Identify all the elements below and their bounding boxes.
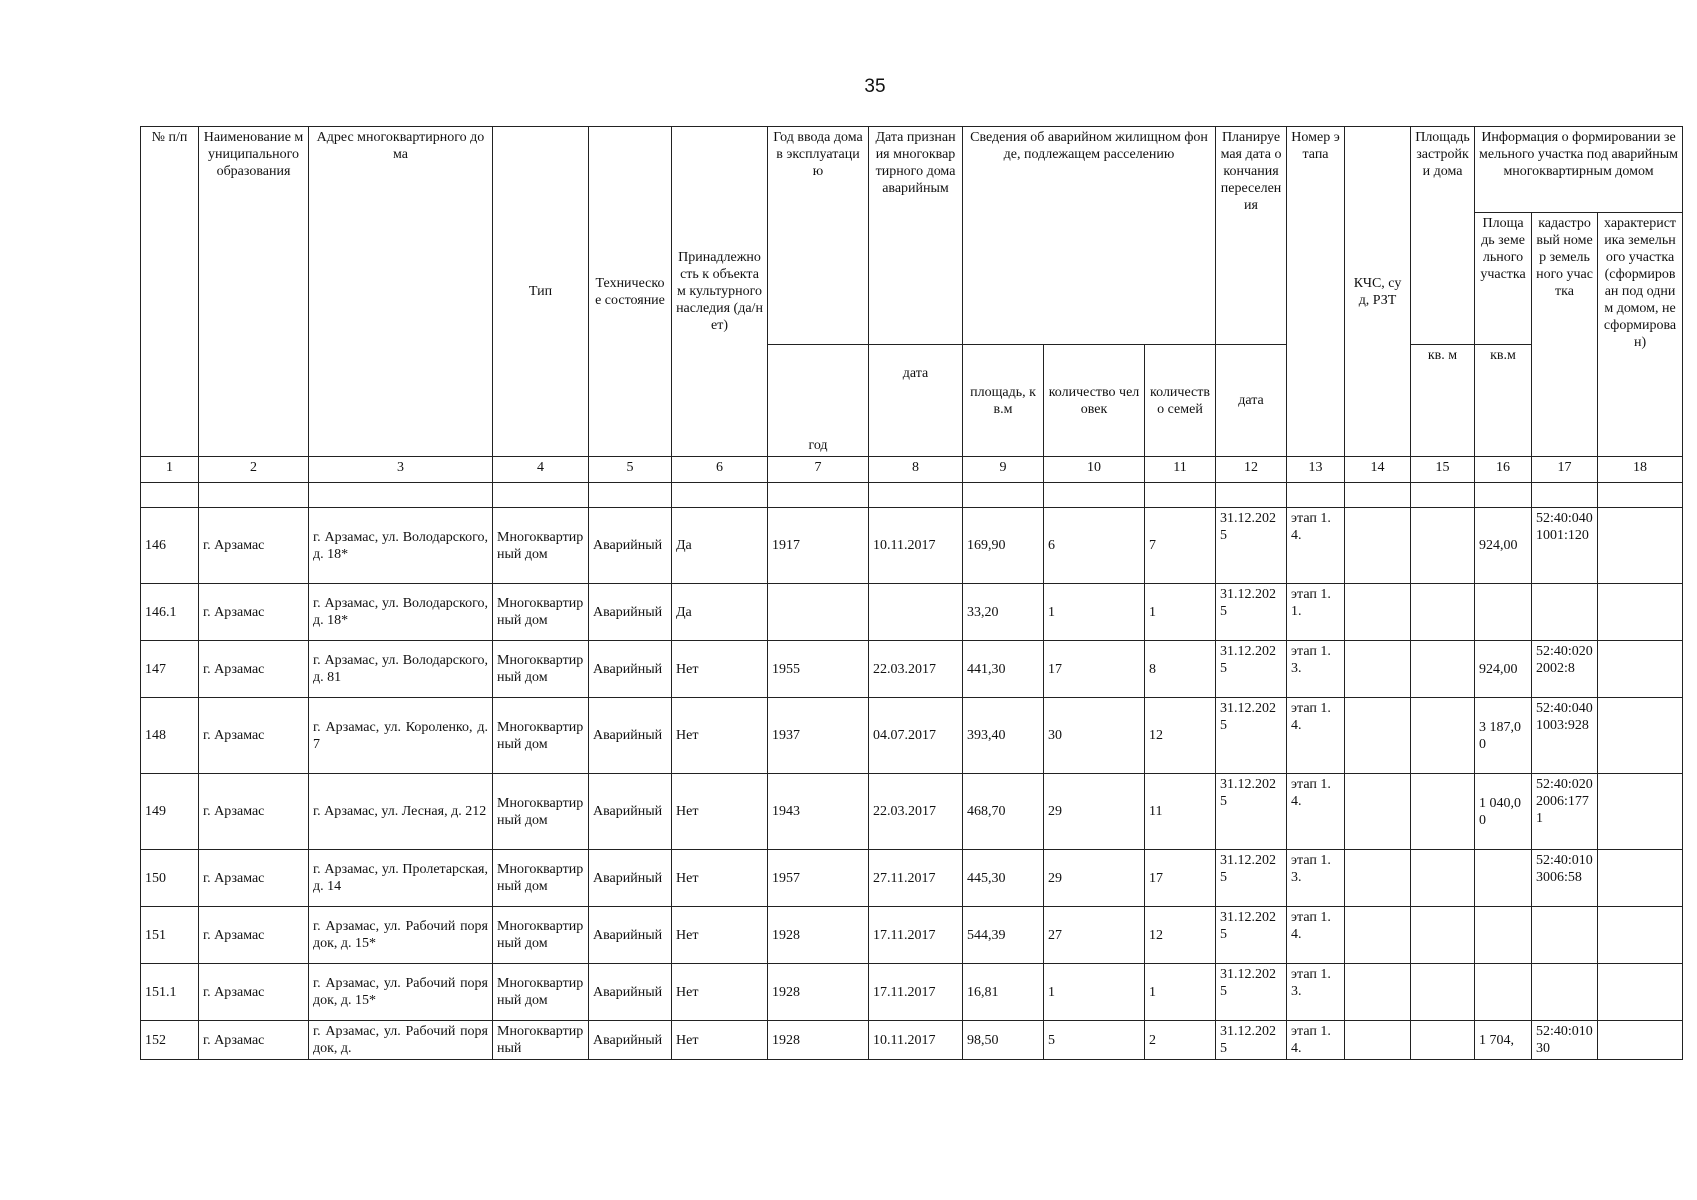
row-house-type: Многоквартирный дом — [493, 584, 589, 641]
row-build-area — [1411, 584, 1475, 641]
row-land-area: 3 187,00 — [1475, 698, 1532, 774]
header-num: № п/п — [141, 127, 199, 457]
table-row — [141, 1021, 1683, 1060]
row-number: 147 — [141, 641, 199, 698]
row-recognition-date: 10.11.2017 — [869, 1021, 963, 1060]
row-plan-date: 31.12.2025 — [1216, 964, 1287, 1021]
row-number: 146.1 — [141, 584, 199, 641]
row-build-area — [1411, 964, 1475, 1021]
row-land-char — [1598, 641, 1683, 698]
row-build-area — [1411, 774, 1475, 850]
row-stage: этап 1.1. — [1287, 584, 1345, 641]
row-families: 7 — [1145, 508, 1216, 584]
row-house-type: Многоквартирный дом — [493, 850, 589, 907]
row-recognition-date: 04.07.2017 — [869, 698, 963, 774]
row-land-char — [1598, 850, 1683, 907]
row-families: 8 — [1145, 641, 1216, 698]
header-land-info: Информация о формировании земельного участка под аварийным многоквартирным домом — [1475, 127, 1683, 213]
row-area: 445,30 — [963, 850, 1044, 907]
row-number: 148 — [141, 698, 199, 774]
row-people: 27 — [1044, 907, 1145, 964]
row-people: 1 — [1044, 964, 1145, 1021]
row-house-type: Многоквартирный дом — [493, 698, 589, 774]
header-emergency-stock: Сведения об аварийном жилищном фонде, подлежащем расселению — [963, 127, 1216, 345]
row-address: г. Арзамас, ул. Рабочий порядок, д. — [309, 1021, 493, 1060]
column-number: 15 — [1411, 457, 1475, 483]
row-number: 149 — [141, 774, 199, 850]
row-year: 1955 — [768, 641, 869, 698]
row-land-area: 924,00 — [1475, 508, 1532, 584]
row-land-char — [1598, 1021, 1683, 1060]
row-tech-state: Аварийный — [589, 964, 672, 1021]
row-address: г. Арзамас, ул. Рабочий порядок, д. 15* — [309, 907, 493, 964]
row-families: 11 — [1145, 774, 1216, 850]
table-row — [141, 698, 1683, 774]
row-recognition-date: 17.11.2017 — [869, 907, 963, 964]
table-row — [141, 584, 1683, 641]
row-house-type: Многоквартирный дом — [493, 641, 589, 698]
column-number: 1 — [141, 457, 199, 483]
column-number: 18 — [1598, 457, 1683, 483]
header-year: Год ввода дома в эксплуатацию — [768, 127, 869, 345]
subheader-land-area-unit: кв.м — [1475, 345, 1532, 457]
column-number: 9 — [963, 457, 1044, 483]
row-stage: этап 1.4. — [1287, 698, 1345, 774]
row-tech-state: Аварийный — [589, 584, 672, 641]
row-families: 12 — [1145, 698, 1216, 774]
row-people: 29 — [1044, 850, 1145, 907]
row-stage: этап 1.3. — [1287, 964, 1345, 1021]
column-number: 16 — [1475, 457, 1532, 483]
header-recognition-date: Дата признания многоквартирного дома аварийным — [869, 127, 963, 345]
row-cadastre: 52:40:0401003:928 — [1532, 698, 1598, 774]
row-heritage: Нет — [672, 698, 768, 774]
row-land-char — [1598, 584, 1683, 641]
row-address: г. Арзамас, ул. Рабочий порядок, д. 15* — [309, 964, 493, 1021]
row-plan-date: 31.12.2025 — [1216, 907, 1287, 964]
header-land-area: Площадь земельного участка — [1475, 213, 1532, 345]
row-heritage: Нет — [672, 964, 768, 1021]
row-tech-state: Аварийный — [589, 1021, 672, 1060]
subheader-people: количество человек — [1044, 345, 1145, 457]
row-tech-state: Аварийный — [589, 774, 672, 850]
row-address: г. Арзамас, ул. Володарского, д. 81 — [309, 641, 493, 698]
column-number: 11 — [1145, 457, 1216, 483]
row-house-type: Многоквартирный дом — [493, 907, 589, 964]
row-area: 16,81 — [963, 964, 1044, 1021]
row-kchs — [1345, 1021, 1411, 1060]
row-heritage: Да — [672, 584, 768, 641]
row-kchs — [1345, 964, 1411, 1021]
row-heritage: Нет — [672, 641, 768, 698]
row-tech-state: Аварийный — [589, 698, 672, 774]
row-year: 1928 — [768, 1021, 869, 1060]
row-area: 468,70 — [963, 774, 1044, 850]
subheader-families: количество семей — [1145, 345, 1216, 457]
row-build-area — [1411, 907, 1475, 964]
subheader-date: дата — [869, 345, 963, 457]
row-kchs — [1345, 907, 1411, 964]
column-number: 3 — [309, 457, 493, 483]
column-number: 14 — [1345, 457, 1411, 483]
row-families: 1 — [1145, 964, 1216, 1021]
row-kchs — [1345, 641, 1411, 698]
row-tech-state: Аварийный — [589, 850, 672, 907]
row-families: 17 — [1145, 850, 1216, 907]
header-type: Тип — [493, 127, 589, 457]
row-municipality: г. Арзамас — [199, 641, 309, 698]
row-land-char — [1598, 774, 1683, 850]
row-address: г. Арзамас, ул. Пролетарская, д. 14 — [309, 850, 493, 907]
row-recognition-date: 22.03.2017 — [869, 774, 963, 850]
subheader-area: площадь, кв.м — [963, 345, 1044, 457]
row-house-type: Многоквартирный дом — [493, 774, 589, 850]
row-number: 151.1 — [141, 964, 199, 1021]
row-heritage: Нет — [672, 1021, 768, 1060]
row-stage: этап 1.4. — [1287, 508, 1345, 584]
row-build-area — [1411, 508, 1475, 584]
header-cadastre: кадастровый номер земельного участка — [1532, 213, 1598, 457]
subheader-year: год — [768, 345, 869, 457]
row-people: 5 — [1044, 1021, 1145, 1060]
header-kchs: КЧС, суд, РЗТ — [1345, 127, 1411, 457]
housing-register-table — [140, 126, 1683, 1060]
row-plan-date: 31.12.2025 — [1216, 698, 1287, 774]
row-area: 544,39 — [963, 907, 1044, 964]
column-number: 10 — [1044, 457, 1145, 483]
row-house-type: Многоквартирный дом — [493, 964, 589, 1021]
row-plan-date: 31.12.2025 — [1216, 508, 1287, 584]
row-stage: этап 1.4. — [1287, 1021, 1345, 1060]
row-year: 1928 — [768, 964, 869, 1021]
column-number: 6 — [672, 457, 768, 483]
row-people: 6 — [1044, 508, 1145, 584]
row-number: 150 — [141, 850, 199, 907]
row-number: 152 — [141, 1021, 199, 1060]
row-address: г. Арзамас, ул. Володарского, д. 18* — [309, 508, 493, 584]
row-land-char — [1598, 907, 1683, 964]
row-number: 146 — [141, 508, 199, 584]
column-number: 13 — [1287, 457, 1345, 483]
row-cadastre: 52:40:0103006:58 — [1532, 850, 1598, 907]
row-kchs — [1345, 584, 1411, 641]
row-municipality: г. Арзамас — [199, 774, 309, 850]
row-people: 1 — [1044, 584, 1145, 641]
row-area: 33,20 — [963, 584, 1044, 641]
row-tech-state: Аварийный — [589, 508, 672, 584]
row-land-area: 924,00 — [1475, 641, 1532, 698]
row-year: 1957 — [768, 850, 869, 907]
row-recognition-date: 10.11.2017 — [869, 508, 963, 584]
header-address: Адрес многоквартирного дома — [309, 127, 493, 457]
row-people: 29 — [1044, 774, 1145, 850]
column-number: 2 — [199, 457, 309, 483]
subheader-build-area-unit: кв. м — [1411, 345, 1475, 457]
row-stage: этап 1.3. — [1287, 641, 1345, 698]
row-people: 30 — [1044, 698, 1145, 774]
row-heritage: Нет — [672, 850, 768, 907]
row-year: 1928 — [768, 907, 869, 964]
row-kchs — [1345, 774, 1411, 850]
row-plan-date: 31.12.2025 — [1216, 584, 1287, 641]
column-number: 8 — [869, 457, 963, 483]
row-recognition-date: 17.11.2017 — [869, 964, 963, 1021]
row-families: 1 — [1145, 584, 1216, 641]
row-number: 151 — [141, 907, 199, 964]
row-heritage: Нет — [672, 774, 768, 850]
row-cadastre: 52:40:0202002:8 — [1532, 641, 1598, 698]
column-number: 4 — [493, 457, 589, 483]
row-municipality: г. Арзамас — [199, 964, 309, 1021]
row-land-char — [1598, 698, 1683, 774]
row-build-area — [1411, 1021, 1475, 1060]
row-land-area — [1475, 584, 1532, 641]
row-municipality: г. Арзамас — [199, 508, 309, 584]
row-area: 441,30 — [963, 641, 1044, 698]
row-people: 17 — [1044, 641, 1145, 698]
row-area: 98,50 — [963, 1021, 1044, 1060]
header-planned-date: Планируемая дата окончания переселения — [1216, 127, 1287, 345]
row-land-area: 1 704, — [1475, 1021, 1532, 1060]
row-address: г. Арзамас, ул. Володарского, д. 18* — [309, 584, 493, 641]
header-build-area: Площадь застройки дома — [1411, 127, 1475, 345]
row-land-area: 1 040,00 — [1475, 774, 1532, 850]
row-recognition-date — [869, 584, 963, 641]
row-address: г. Арзамас, ул. Лесная, д. 212 — [309, 774, 493, 850]
column-number: 17 — [1532, 457, 1598, 483]
row-families: 12 — [1145, 907, 1216, 964]
row-address: г. Арзамас, ул. Короленко, д. 7 — [309, 698, 493, 774]
row-year: 1937 — [768, 698, 869, 774]
row-land-char — [1598, 508, 1683, 584]
row-municipality: г. Арзамас — [199, 1021, 309, 1060]
row-area: 169,90 — [963, 508, 1044, 584]
header-land-char: характеристика земельного участка (сформирован под одним домом, не сформирован) — [1598, 213, 1683, 457]
row-kchs — [1345, 508, 1411, 584]
row-cadastre — [1532, 907, 1598, 964]
row-municipality: г. Арзамас — [199, 850, 309, 907]
table-row — [141, 964, 1683, 1021]
column-number: 12 — [1216, 457, 1287, 483]
table-row — [141, 641, 1683, 698]
row-cadastre: 52:40:01030 — [1532, 1021, 1598, 1060]
table-header — [141, 127, 1683, 508]
table-row — [141, 850, 1683, 907]
row-cadastre — [1532, 964, 1598, 1021]
row-year: 1943 — [768, 774, 869, 850]
row-land-char — [1598, 964, 1683, 1021]
row-land-area — [1475, 907, 1532, 964]
row-cadastre — [1532, 584, 1598, 641]
row-build-area — [1411, 641, 1475, 698]
header-tech-state: Техническое состояние — [589, 127, 672, 457]
row-build-area — [1411, 698, 1475, 774]
row-land-area — [1475, 850, 1532, 907]
row-house-type: Многоквартирный — [493, 1021, 589, 1060]
row-build-area — [1411, 850, 1475, 907]
row-house-type: Многоквартирный дом — [493, 508, 589, 584]
row-municipality: г. Арзамас — [199, 698, 309, 774]
row-land-area — [1475, 964, 1532, 1021]
subheader-plan-date: дата — [1216, 345, 1287, 457]
table-row — [141, 907, 1683, 964]
row-plan-date: 31.12.2025 — [1216, 850, 1287, 907]
row-families: 2 — [1145, 1021, 1216, 1060]
row-tech-state: Аварийный — [589, 907, 672, 964]
table-row — [141, 774, 1683, 850]
row-recognition-date: 27.11.2017 — [869, 850, 963, 907]
row-stage: этап 1.4. — [1287, 774, 1345, 850]
row-heritage: Нет — [672, 907, 768, 964]
header-heritage: Принадлежность к объектам культурного наследия (да/нет) — [672, 127, 768, 457]
page-number: 35 — [864, 76, 886, 97]
row-plan-date: 31.12.2025 — [1216, 1021, 1287, 1060]
column-number: 7 — [768, 457, 869, 483]
column-number: 5 — [589, 457, 672, 483]
row-year: 1917 — [768, 508, 869, 584]
row-kchs — [1345, 698, 1411, 774]
row-area: 393,40 — [963, 698, 1044, 774]
row-cadastre: 52:40:0202006:1771 — [1532, 774, 1598, 850]
row-municipality: г. Арзамас — [199, 907, 309, 964]
row-stage: этап 1.4. — [1287, 907, 1345, 964]
row-heritage: Да — [672, 508, 768, 584]
row-plan-date: 31.12.2025 — [1216, 641, 1287, 698]
row-stage: этап 1.3. — [1287, 850, 1345, 907]
row-tech-state: Аварийный — [589, 641, 672, 698]
header-municipality: Наименование муниципального образования — [199, 127, 309, 457]
table-body — [141, 508, 1683, 1060]
table-row — [141, 508, 1683, 584]
row-recognition-date: 22.03.2017 — [869, 641, 963, 698]
row-year — [768, 584, 869, 641]
row-plan-date: 31.12.2025 — [1216, 774, 1287, 850]
row-cadastre: 52:40:0401001:120 — [1532, 508, 1598, 584]
row-municipality: г. Арзамас — [199, 584, 309, 641]
row-kchs — [1345, 850, 1411, 907]
header-stage: Номер этапа — [1287, 127, 1345, 457]
